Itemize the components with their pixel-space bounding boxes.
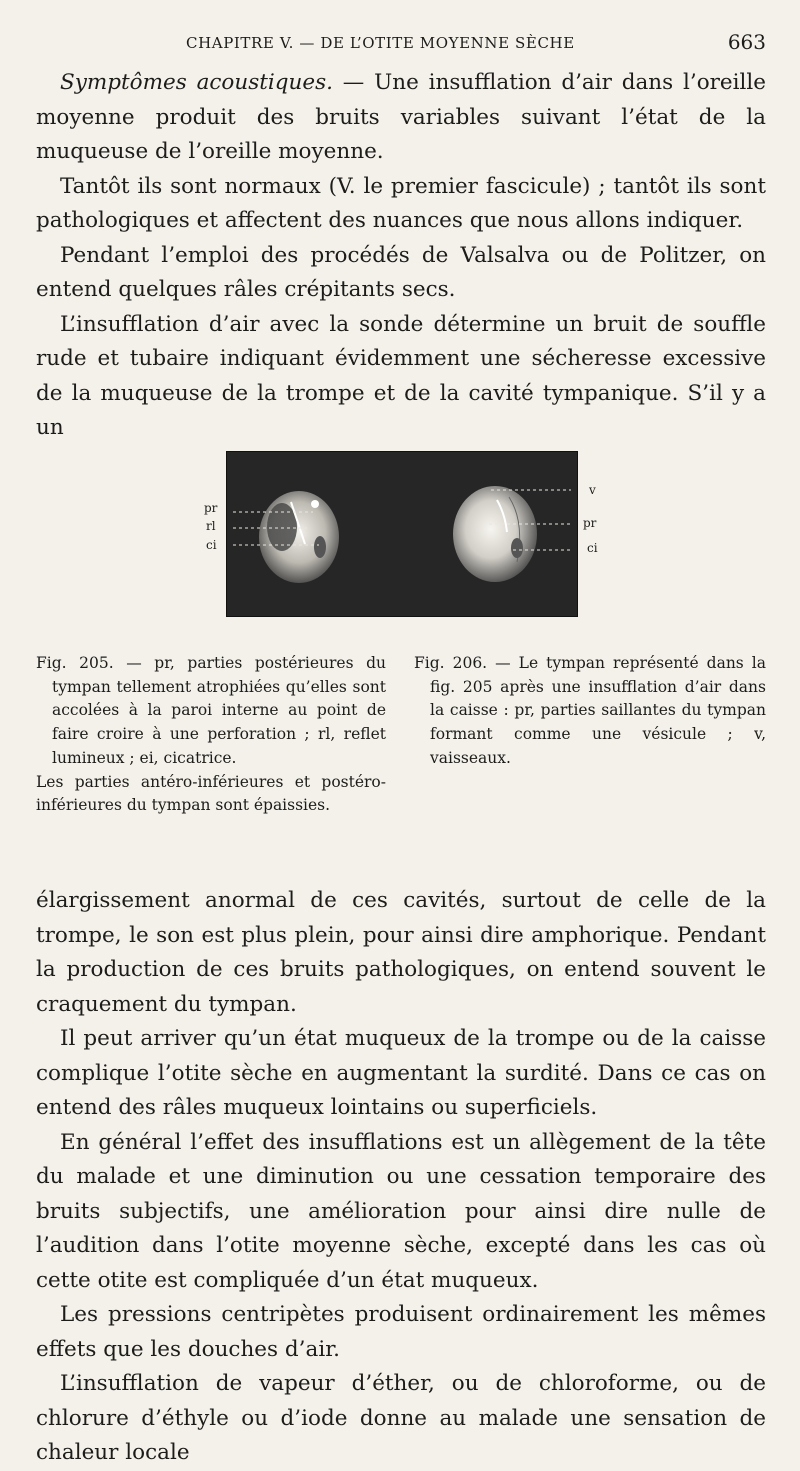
figure-label-rl: rl: [206, 519, 216, 533]
page-number: 663: [727, 30, 766, 54]
paragraph-text: — Une insufflation d’air dans l’oreille moyenne produit des bruits variables suivant l’état de la muqueuse de l’oreille moyenne.: [36, 70, 766, 164]
paragraph: L’insufflation de vapeur d’éther, ou de chloroforme, ou de chlorure d’éthyle ou d’iode donne au malade une sensation de chaleur locale: [36, 1371, 766, 1465]
figure-tympan-illustration: [226, 451, 578, 617]
caption-fig-205: [36, 652, 386, 818]
figure-label-pr: pr: [204, 501, 218, 515]
paragraph: L’insufflation d’air avec la sonde détermine un bruit de souffle rude et tubaire indiquant évidemment une sécheresse excessive de la muqueuse de la trompe et de la cavité tympanique. S’il y a un: [36, 311, 766, 440]
paragraph: Les pressions centripètes produisent ordinairement les mêmes effets que les douches d’air.: [36, 1302, 766, 1362]
right-tympan-drawing: [453, 486, 537, 582]
paragraph: [36, 66, 766, 170]
running-title: CHAPITRE V. — DE L’OTITE MOYENNE SÈCHE: [186, 34, 575, 52]
page-header: [36, 30, 766, 66]
paragraph: En général l’effet des insufflations est un allègement de la tête du malade et une diminution ou une cessation temporaire des bruits subjectifs, une amélioration pour ainsi dire nulle de l’audition dans l’otite moyenne sèche, excepté dans les cas où cette otite est compliquée d’un état muqueux.: [36, 1129, 766, 1293]
tympan-engraving: [227, 452, 577, 616]
caption-text: Fig. 206. — Le tympan représenté dans la fig. 205 après une insufflation d’air dans la caisse : pr, parties saillantes du tympan formant comme une vésicule ; v, vaisseaux.: [414, 654, 766, 767]
figure-label-v: v: [589, 483, 596, 497]
body-text-top: [36, 66, 766, 446]
paragraph: élargissement anormal de ces cavités, surtout de celle de la trompe, le son est plus plein, pour ainsi dire amphorique. Pendant la production de ces bruits pathologiques, on entend souvent le craquement du tympan.: [36, 888, 766, 1017]
figure-label-pr-right: pr: [583, 516, 597, 530]
paragraph: Il peut arriver qu’un état muqueux de la trompe ou de la caisse complique l’otite sèche en augmentant la surdité. Dans ce cas on entend des râles muqueux lointains ou superficiels.: [36, 1026, 766, 1120]
caption-text: Fig. 205. — pr, parties postérieures du tympan tellement atrophiées qu’elles sont accolées à la paroi interne au point de faire croire à une perforation ; rl, reflet lumineux ; ei, cicatrice.: [36, 654, 386, 767]
body-text-bottom: [36, 884, 766, 1471]
figure-label-ci: ci: [206, 538, 217, 552]
caption-note: Les parties antéro-inférieures et postéro-inférieures du tympan sont épaissies.: [36, 772, 386, 815]
paragraph: Pendant l’emploi des procédés de Valsalva ou de Politzer, on entend quelques râles crépitants secs.: [36, 242, 766, 302]
paragraph: Tantôt ils sont normaux (V. le premier fascicule) ; tantôt ils sont pathologiques et affectent des nuances que nous allons indiquer.: [36, 173, 766, 233]
figure-label-ci-right: ci: [587, 541, 598, 555]
section-run-in-heading: Symptômes acoustiques.: [60, 70, 333, 95]
left-tympan-drawing: [259, 491, 339, 583]
caption-fig-206: [414, 652, 766, 771]
